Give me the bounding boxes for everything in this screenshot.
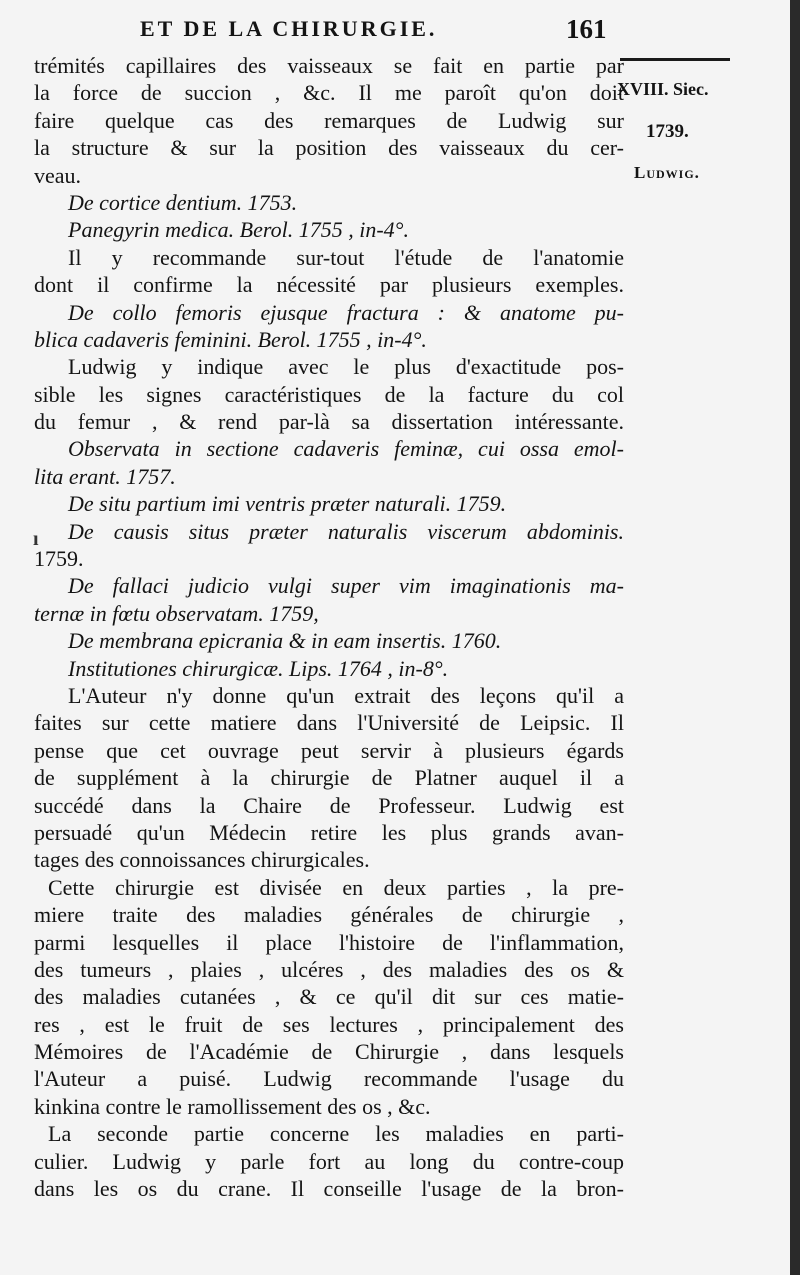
text-line: Observata in sectione cadaveris feminæ, cui ossa emol- (68, 436, 624, 462)
text-line: la structure & sur la position des vaisseaux du cer- (34, 135, 624, 161)
margin-note-year: 1739. (646, 121, 689, 142)
margin-note-century: XVIII. Siec. (617, 79, 709, 99)
text-line: De causis situs præter naturalis viscerum abdominis. (68, 518, 624, 544)
text-line: l'Auteur a puisé. Ludwig recommande l'usage du (34, 1066, 624, 1092)
text-line: miere traite des maladies générales de chirurgie , (34, 902, 624, 928)
text-line: dans les os du crane. Il conseille l'usage de la bron- (34, 1176, 624, 1202)
text-line: lita erant. 1757. (34, 463, 176, 489)
text-line: De membrana epicrania & in eam insertis. 1760. (68, 628, 502, 654)
page-edge-shadow (790, 0, 800, 1275)
text-line: persuadé qu'un Médecin retire les plus grands avan- (34, 819, 624, 845)
margin-note-name: Ludwig. (634, 163, 700, 182)
text-line: res , est le fruit de ses lectures , principalement des (34, 1011, 624, 1037)
text-line: pense que cet ouvrage peut servir à plusieurs égards (34, 737, 624, 763)
text-line: dont il confirme la nécessité par plusieurs exemples. (34, 272, 624, 298)
running-title: ET DE LA CHIRURGIE. (140, 16, 438, 41)
text-line: L'Auteur n'y donne qu'un extrait des leçons qu'il a (68, 682, 624, 708)
body-text (34, 52, 624, 1202)
text-line: De collo femoris ejusque fractura : & anatome pu- (68, 299, 624, 325)
text-line: des tumeurs , plaies , ulcéres , des maladies des os & (34, 956, 624, 982)
text-line: trémités capillaires des vaisseaux se fait en partie par (34, 53, 624, 78)
text-line: Ludwig y indique avec le plus d'exactitude pos- (68, 354, 624, 380)
text-line: veau. (34, 162, 82, 188)
text-line: faire quelque cas des remarques de Ludwig sur (34, 107, 624, 133)
text-line: De fallaci judicio vulgi super vim imaginationis ma- (68, 573, 624, 599)
text-line: des maladies cutanées , & ce qu'il dit sur ces matie- (34, 984, 624, 1010)
text-line: Il y recommande sur-tout l'étude de l'anatomie (68, 244, 624, 270)
text-line: parmi lesquelles il place l'histoire de l'inflammation, (34, 929, 624, 955)
stray-mark: ı (33, 528, 39, 550)
text-line: la force de succion , &c. Il me paroît qu'on doit (34, 80, 624, 106)
text-line: De cortice dentium. 1753. (68, 189, 298, 215)
text-line: 1759. (34, 546, 84, 572)
text-line: faites sur cette matiere dans l'Université de Leipsic. Il (34, 710, 624, 736)
text-line: Institutiones chirurgicæ. Lips. 1764 , in-8°. (68, 655, 449, 681)
text-line: du femur , & rend par-là sa dissertation intéressante. (34, 409, 624, 435)
text-line: De situ partium imi ventris præter naturali. 1759. (68, 491, 507, 517)
text-line: Mémoires de l'Académie de Chirurgie , dans lesquels (34, 1039, 624, 1065)
text-line: de supplément à la chirurgie de Platner auquel il a (34, 765, 624, 791)
text-line: tages des connoissances chirurgicales. (34, 847, 370, 873)
text-line: Cette chirurgie est divisée en deux parties , la pre- (48, 874, 624, 900)
text-line: blica cadaveris feminini. Berol. 1755 , in-4°. (34, 326, 427, 352)
text-line: sible les signes caractéristiques de la facture du col (34, 381, 624, 407)
text-line: Panegyrin medica. Berol. 1755 , in-4°. (68, 217, 409, 243)
margin-rule (620, 58, 730, 61)
text-line: ternæ in fœtu observatam. 1759, (34, 600, 319, 626)
text-line: culier. Ludwig y parle fort au long du contre-coup (34, 1148, 624, 1174)
text-line: succédé dans la Chaire de Professeur. Ludwig est (34, 792, 624, 818)
page-number: 161 (566, 14, 607, 44)
text-line: La seconde partie concerne les maladies en parti- (48, 1121, 624, 1147)
text-line: kinkina contre le ramollissement des os , &c. (34, 1093, 431, 1119)
